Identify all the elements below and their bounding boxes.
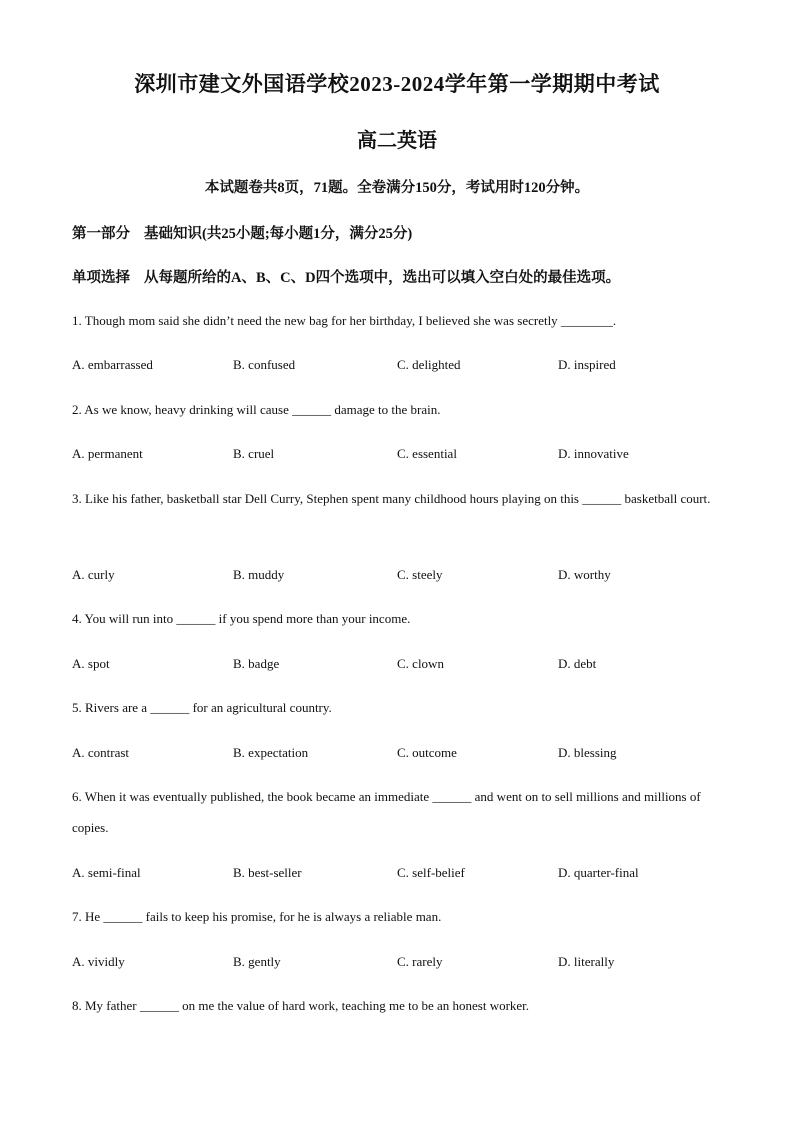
question-1-stem: 1. Though mom said she didn’t need the new bag for her birthday, I believed she was secretly ________. xyxy=(72,313,617,328)
option-c: C. rarely xyxy=(397,954,443,969)
option-c: C. steely xyxy=(397,567,443,582)
option-d: D. debt xyxy=(558,656,597,671)
option-c: C. self-belief xyxy=(397,865,465,880)
option-c: C. outcome xyxy=(397,745,457,760)
question-6-options xyxy=(72,865,724,885)
option-b: B. best-seller xyxy=(233,865,302,880)
exam-title: 深圳市建文外国语学校2023-2024学年第一学期期中考试 xyxy=(134,72,660,96)
option-a: A. semi-final xyxy=(72,865,141,880)
section-part1-text: 基础知识(共25小题;每小题1分，满分25分) xyxy=(144,226,413,242)
question-6-stem: 6. When it was eventually published, the book became an immediate ______ and went on to sell millions and millions of copies. xyxy=(72,789,701,835)
option-a: A. spot xyxy=(72,656,110,671)
question-5-stem: 5. Rivers are a ______ for an agricultural country. xyxy=(72,700,332,715)
question-3-options xyxy=(72,567,724,587)
question-2-options xyxy=(72,446,724,466)
exam-subject: 高二英语 xyxy=(357,130,437,152)
question-1-options xyxy=(72,357,724,377)
option-d: D. quarter-final xyxy=(558,865,639,880)
option-a: A. permanent xyxy=(72,446,143,461)
option-d: D. inspired xyxy=(558,357,616,372)
question-5-options xyxy=(72,745,724,765)
option-b: B. cruel xyxy=(233,446,275,461)
option-a: A. vividly xyxy=(72,954,125,969)
question-4-options xyxy=(72,656,724,676)
question-3-stem: 3. Like his father, basketball star Dell Curry, Stephen spent many childhood hours playing on this ______ basketball court. xyxy=(72,491,711,506)
option-c: C. clown xyxy=(397,656,444,671)
section-part1-label: 第一部分 xyxy=(72,226,130,242)
option-b: B. muddy xyxy=(233,567,285,582)
section-part1 xyxy=(72,222,412,243)
section-single-choice-text: 从每题所给的A、B、C、D四个选项中，选出可以填入空白处的最佳选项。 xyxy=(144,270,621,286)
option-d: D. worthy xyxy=(558,567,611,582)
option-d: D. blessing xyxy=(558,745,617,760)
question-2-stem: 2. As we know, heavy drinking will cause ______ damage to the brain. xyxy=(72,402,441,417)
option-b: B. expectation xyxy=(233,745,309,760)
question-8-stem: 8. My father ______ on me the value of hard work, teaching me to be an honest worker. xyxy=(72,998,530,1013)
section-single-choice xyxy=(72,266,620,287)
option-b: B. gently xyxy=(233,954,281,969)
option-b: B. confused xyxy=(233,357,296,372)
option-b: B. badge xyxy=(233,656,280,671)
option-a: A. curly xyxy=(72,567,115,582)
option-d: D. literally xyxy=(558,954,615,969)
question-7-stem: 7. He ______ fails to keep his promise, for he is always a reliable man. xyxy=(72,909,442,924)
section-single-choice-label: 单项选择 xyxy=(72,270,130,286)
option-a: A. embarrassed xyxy=(72,357,153,372)
exam-info: 本试题卷共8页，71题。全卷满分150分，考试用时120分钟。 xyxy=(204,180,590,196)
question-7-options xyxy=(72,954,724,974)
option-d: D. innovative xyxy=(558,446,629,461)
option-c: C. delighted xyxy=(397,357,461,372)
question-4-stem: 4. You will run into ______ if you spend more than your income. xyxy=(72,611,411,626)
option-c: C. essential xyxy=(397,446,457,461)
option-a: A. contrast xyxy=(72,745,130,760)
